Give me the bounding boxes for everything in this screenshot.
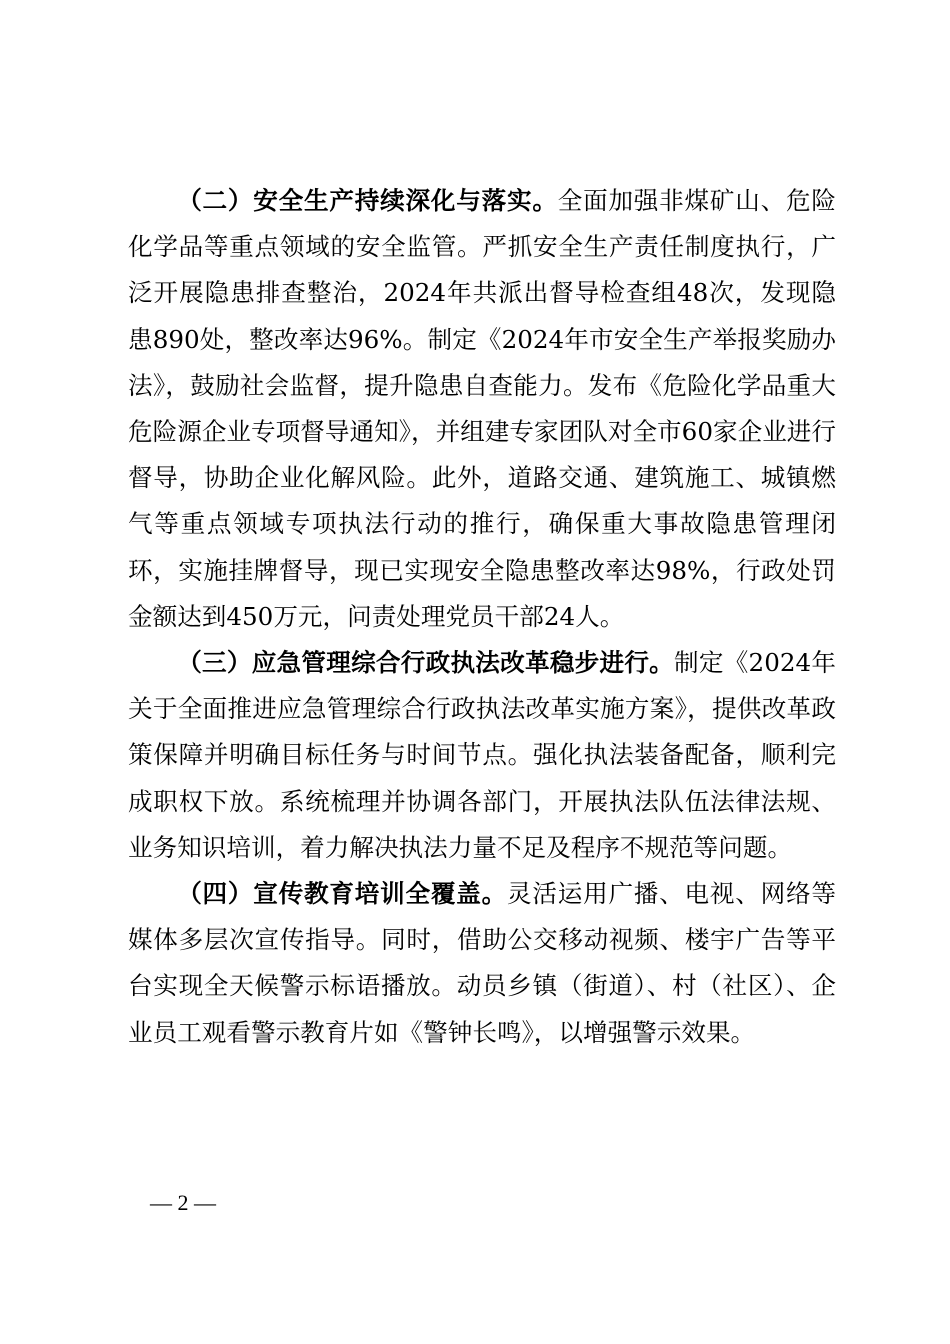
paragraph-text: 灵活运用广播、电视、网络等媒体多层次宣传指导。同时，借助公交移动视频、楼宇广告等平台实现全天候警示标语播放。动员乡镇（街道）、村（社区）、企业员工观看警示教育片如《警钟长鸣》，以增强警示效果。 xyxy=(128,879,836,1047)
paragraph-heading: （二）安全生产持续深化与落实。 xyxy=(177,186,558,215)
paragraph-publicity-training xyxy=(128,871,836,1056)
paragraph-text: 制定《2024年关于全面推进应急管理综合行政执法改革实施方案》，提供改革政策保障并明确目标任务与时间节点。强化执法装备配备，顺利完成职权下放。系统梳理并协调各部门，开展执法队伍法律法规、业务知识培训，着力解决执法力量不足及程序不规范等问题。 xyxy=(128,648,836,862)
paragraph-heading: （四）宣传教育培训全覆盖。 xyxy=(177,879,507,909)
paragraph-heading: （三）应急管理综合行政执法改革稳步进行。 xyxy=(177,648,675,678)
document-body xyxy=(128,178,836,1056)
paragraph-safety-production xyxy=(128,178,836,640)
paragraph-enforcement-reform xyxy=(128,640,836,871)
page-number: — 2 — xyxy=(150,1190,216,1215)
paragraph-text: 全面加强非煤矿山、危险化学品等重点领域的安全监管。严抓安全生产责任制度执行，广泛开展隐患排查整治，2024年共派出督导检查组48次，发现隐患890处，整改率达96%。制定《2024年市安全生产举报奖励办法》，鼓励社会监督，提升隐患自查能力。发布《危险化学品重大危险源企业专项督导通知》，并组建专家团队对全市60家企业进行督导，协助企业化解风险。此外，道路交通、建筑施工、城镇燃气等重点领域专项执法行动的推行，确保重大事故隐患管理闭环，实施挂牌督导，现已实现安全隐患整改率达98%，行政处罚金额达到450万元，问责处理党员干部24人。 xyxy=(128,186,836,631)
